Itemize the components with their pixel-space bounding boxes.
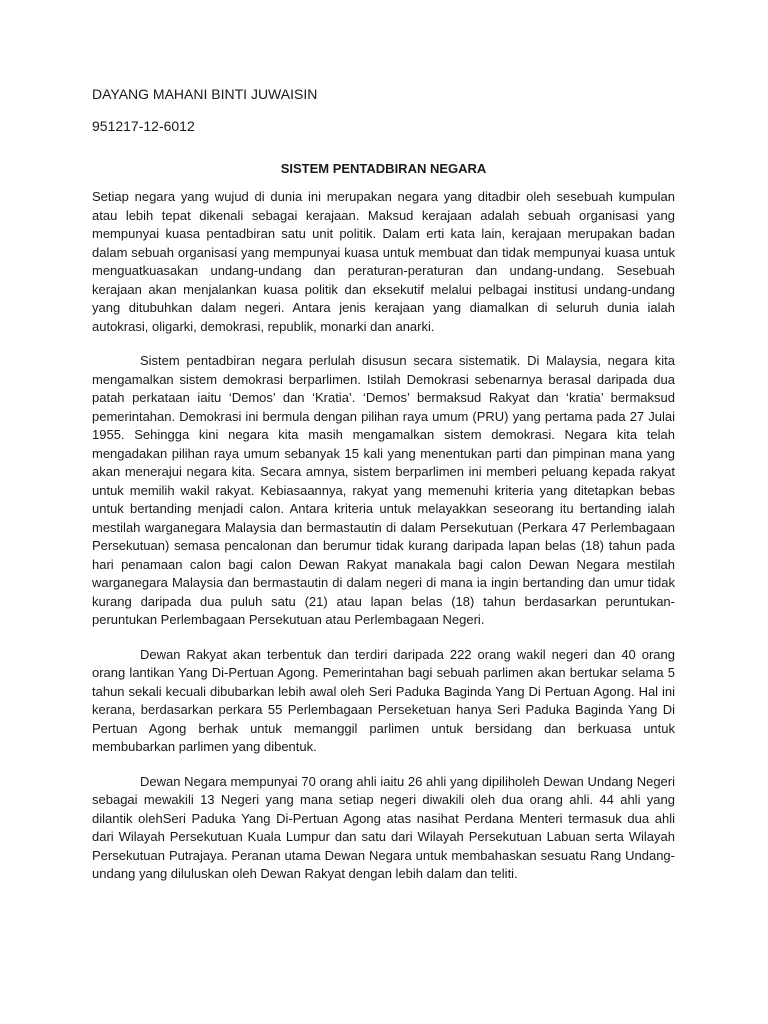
author-name: DAYANG MAHANI BINTI JUWAISIN <box>92 86 318 102</box>
document-title: SISTEM PENTADBIRAN NEGARA <box>280 161 487 176</box>
paragraph-dewan-negara: Dewan Negara mempunyai 70 orang ahli iaitu 26 ahli yang dipiliholeh Dewan Undang Negeri sebagai mewakili 13 Negeri yang mana setiap negeri diwakili oleh dua orang ahli. 44 ahli yang dilantik olehSeri Paduka Yang Di-Pertuan Agong atas nasihat Perdana Menteri termasuk dua ahli dari Wilayah Persekutuan Kuala Lumpur dan satu dari Wilayah Persekutuan Labuan serta Wilayah Persekutuan Putrajaya. Peranan utama Dewan Negara untuk membahaskan sesuatu Rang Undang-undang yang diluluskan oleh Dewan Rakyat dengan lebih dalam dan teliti. <box>92 773 675 881</box>
paragraph-democracy: Sistem pentadbiran negara perlulah disusun secara sistematik. Di Malaysia, negara kita mengamalkan sistem demokrasi berparlimen. Istilah Demokrasi sebenarnya berasal daripada dua patah perkataan iaitu ‘Demos’ dan ‘Kratia’. ‘Demos’ bermaksud Rakyat dan ‘kratia’ bermaksud pemerintahan. Demokrasi ini bermula dengan pilihan raya umum (PRU) yang pertama pada 27 Julai 1955. Sehingga kini negara kita masih mengamalkan sistem demokrasi. Negara kita telah mengadakan pilihan raya umum sebanyak 15 kali yang menentukan parti dan pimpinan mana yang akan menerajui negara kita. Secara amnya, sistem berparlimen ini memberi peluang kepada rakyat untuk memilih wakil rakyat. Kebiasaannya, rakyat yang memenuhi kriteria yang ditetapkan bebas untuk bertanding menjadi calon. Antara kriteria untuk melayakkan seseorang itu bertanding ialah mestilah warganegara Malaysia dan bermastautin di dalam Persekutuan (Perkara 47 Perlembagaan Persekutuan) semasa pencalonan dan berumur tidak kurang daripada lapan belas (18) tahun pada hari penamaan calon bagi calon Dewan Rakyat manakala bagi calon Dewan Negara mestilah warganegara Malaysia dan bermastautin di dalam negeri di mana ia ingin bertanding dan umur tidak kurang daripada dua puluh satu (21) atau lapan belas (18) tahun berdasarkan peruntukan-peruntukan Perlembagaan Persekutuan atau Perlembagaan Negeri. <box>92 353 675 627</box>
paragraph-dewan-rakyat: Dewan Rakyat akan terbentuk dan terdiri daripada 222 orang wakil negeri dan 40 orang orang lantikan Yang Di-Pertuan Agong. Pemerintahan bagi sebuah parlimen akan bertukar selama 5 tahun sekali kecuali dibubarkan lebih awal oleh Seri Paduka Baginda Yang Di Pertuan Agong. Hal ini kerana, berdasarkan perkara 55 Perlembagaan Perseketuan hanya Seri Paduka Baginda Yang Di Pertuan Agong berhak untuk memanggil parlimen untuk bersidang dan berkuasa untuk membubarkan parlimen yang dibentuk. <box>92 646 675 754</box>
document-page <box>92 84 675 900</box>
author-id-number: 951217-12-6012 <box>92 118 195 134</box>
paragraph-intro: Setiap negara yang wujud di dunia ini merupakan negara yang ditadbir oleh sesebuah kumpulan atau lebih tepat dikenali sebagai kerajaan. Maksud kerajaan adalah sebuah organisasi yang mempunyai kuasa pentadbiran satu unit politik. Dalam erti kata lain, kerajaan merupakan badan dalam sebuah organisasi yang mempunyai kuasa untuk membuat dan tidak mempunyai kuasa untuk menguatkuasakan undang-undang dan peraturan-peraturan dan undang-undang. Sesebuah kerajaan akan menjalankan kuasa politik dan eksekutif melalui pelbagai institusi undang-undang yang ditubuhkan dalam negeri. Antara jenis kerajaan yang diamalkan di seluruh dunia ialah autokrasi, oligarki, demokrasi, republik, monarki dan anarki. <box>92 189 675 334</box>
